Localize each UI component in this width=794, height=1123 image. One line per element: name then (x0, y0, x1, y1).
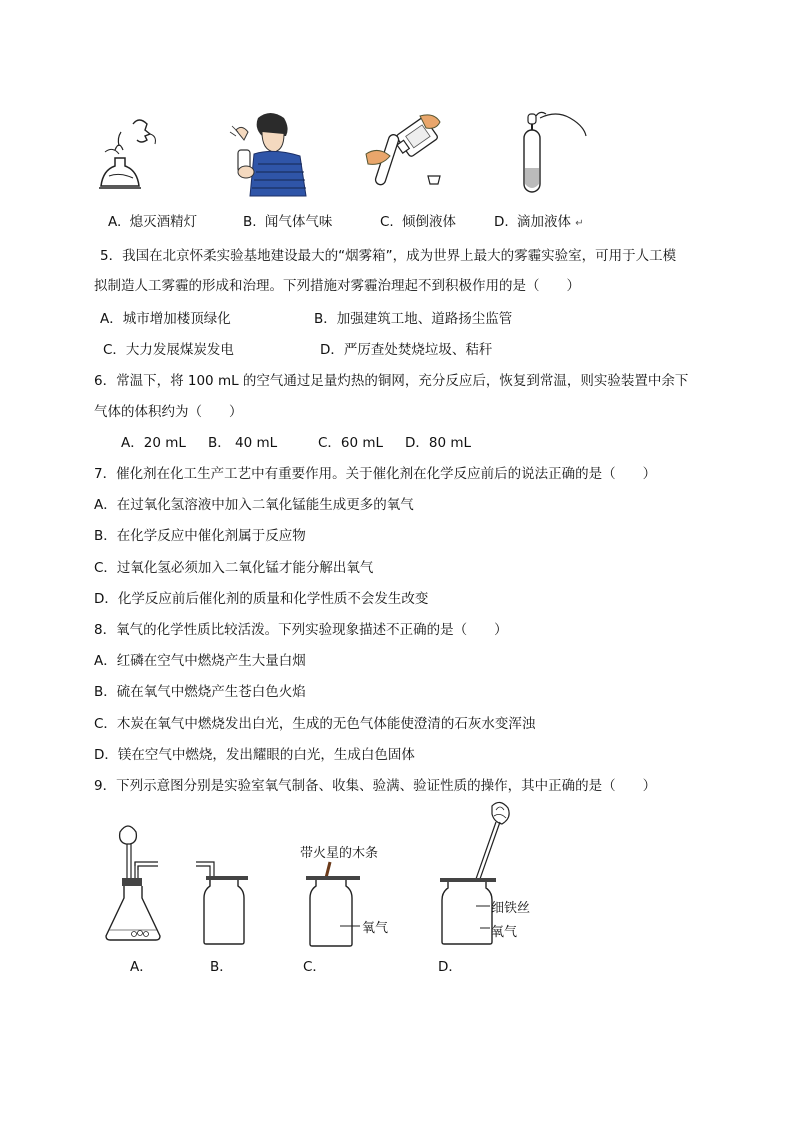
q9-label-oxygen-d: 氧气 (491, 925, 518, 940)
q7-option-a: A．在过氧化氢溶液中加入二氧化锰能生成更多的氧气 (94, 497, 414, 513)
q9-caption-d: D． (438, 959, 462, 975)
q5-stem-line1: 5．我国在北京怀柔实验基地建设最大的“烟雾箱”，成为世界上最大的雾霾实验室，可用于人工模 (100, 248, 677, 264)
q4-figure-b-smell-gas (228, 110, 310, 198)
option-letter: D. (494, 214, 509, 230)
q9-label-oxygen-c: 氧气 (362, 921, 389, 936)
q6-option-d: D．80 mL (405, 435, 472, 451)
q5-option-d: D．严厉查处焚烧垃圾、秸秆 (320, 342, 493, 358)
q8-option-d: D．镁在空气中燃烧，发出耀眼的白光，生成白色固体 (94, 747, 415, 763)
q5-option-c: C．大力发展煤炭发电 (103, 342, 234, 358)
option-text: 闻气体气味 (264, 214, 333, 230)
q8-stem: 8．氧气的化学性质比较活泼。下列实验现象描述不正确的是（ ） (94, 622, 508, 638)
q7-option-b: B．在化学反应中催化剂属于反应物 (94, 528, 306, 544)
q9-caption-c: C． (303, 959, 326, 975)
q8-option-b: B．硫在氧气中燃烧产生苍白色火焰 (94, 684, 306, 700)
q4-option-d (494, 210, 584, 230)
q6-stem-line2: 气体的体积约为（ ） (94, 404, 243, 420)
q7-option-d: D．化学反应前后催化剂的质量和化学性质不会发生改变 (94, 591, 429, 607)
option-letter: B. (243, 214, 257, 230)
q5-option-b: B．加强建筑工地、道路扬尘监管 (314, 311, 513, 327)
q9-figure-a-flask-apparatus (100, 820, 170, 948)
q9-caption-b: B． (210, 959, 233, 975)
q9-figure-c-splint-test (304, 860, 394, 950)
q9-figure-b-collection-bottle (194, 856, 254, 948)
q9-figure-d-iron-wire (434, 800, 544, 950)
q5-stem-line2: 拟制造人工雾霾的形成和治理。下列措施对雾霾治理起不到积极作用的是（ ） (94, 278, 580, 294)
q7-stem: 7．催化剂在化工生产工艺中有重要作用。关于催化剂在化学反应前后的说法正确的是（ ） (94, 466, 657, 482)
option-letter: A. (108, 214, 122, 230)
q9-caption-a: A． (130, 959, 153, 975)
q9-label-iron-wire: 细铁丝 (491, 901, 531, 916)
q4-option-b (243, 210, 332, 230)
option-text: 熄灭酒精灯 (129, 214, 198, 230)
option-text: 倾倒液体 (402, 214, 457, 230)
q7-option-c: C．过氧化氢必须加入二氧化锰才能分解出氧气 (94, 560, 374, 576)
q8-option-c: C．木炭在氧气中燃烧发出白光，生成的无色气体能使澄清的石灰水变浑浊 (94, 716, 536, 732)
q6-option-a: A．20 mL (121, 435, 186, 451)
q8-option-a: A．红磷在空气中燃烧产生大量白烟 (94, 653, 306, 669)
q6-stem-line1: 6．常温下，将 100 mL 的空气通过足量灼热的铜网，充分反应后，恢复到常温，则实验装置中余下 (94, 373, 689, 389)
q6-option-b: B． 40 mL (208, 435, 278, 451)
q4-figure-c-pour-liquid (360, 110, 450, 198)
q9-label-wood-stick: 带火星的木条 (300, 846, 379, 861)
q5-option-a: A．城市增加楼顶绿化 (100, 311, 231, 327)
q4-figure-d-drip-liquid (500, 106, 590, 198)
q4-figure-a-extinguish-lamp (95, 110, 175, 198)
return-mark: ↵ (575, 218, 584, 229)
q6-option-c: C．60 mL (318, 435, 384, 451)
option-letter: C. (380, 214, 394, 230)
q4-option-c (380, 210, 456, 230)
option-text: 滴加液体 (516, 214, 571, 230)
q9-stem: 9．下列示意图分别是实验室氧气制备、收集、验满、验证性质的操作，其中正确的是（ ） (94, 778, 657, 794)
q4-option-a (108, 210, 197, 230)
